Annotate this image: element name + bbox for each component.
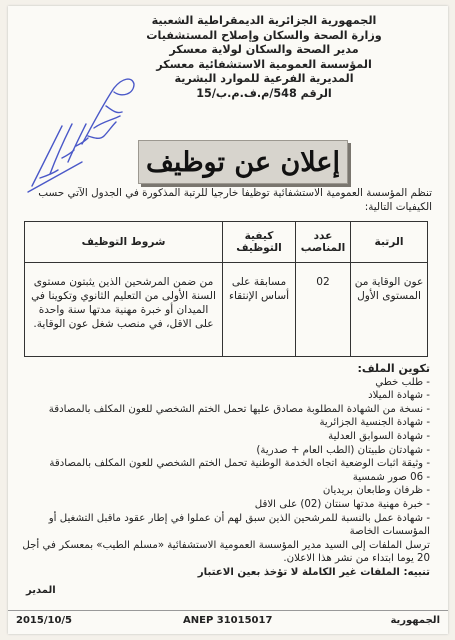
cell-rank: عون الوقاية من المستوى الأول [351, 263, 428, 357]
list-item: - نسخة من الشهادة المطلوبة مصادق عليها تحمل الختم الشخصي للعون المكلف بالمصادقة [48, 403, 430, 415]
list-item: - شهادة الميلاد [368, 390, 430, 402]
intro-paragraph: تنظم المؤسسة العمومية الاستشفائية توظيفا خارجيا للرتبة المذكورة في الجدول الآتي حسب الكيفيات التالية: [38, 187, 432, 213]
list-item: - ظرفان وطابعان بريديان [322, 485, 430, 497]
application-file-section [22, 362, 430, 580]
letterhead [114, 14, 414, 102]
header-republic: الجمهورية الجزائرية الديمقراطية الشعبية [151, 14, 377, 27]
publication-footer [8, 610, 448, 631]
header-positions: عدد المناصب [296, 222, 351, 263]
recruitment-table [24, 221, 428, 357]
cell-positions: 02 [296, 263, 351, 357]
list-item: - شهادة عمل بالنسبة للمرشحين الذين سبق لهم أن عملوا في إطار عقود ماقبل التشغيل أو المؤسسات الخاصة [48, 512, 430, 538]
file-section-title: تكوين الملف: [357, 362, 430, 375]
header-hospital: المؤسسة العمومية الاستشفائية معسكر [156, 57, 372, 71]
list-item: - خبرة مهنية مدتها سنتان (02) على الاقل [254, 498, 430, 510]
cell-method: مسابقة على أساس الإنتقاء [223, 263, 296, 357]
handwritten-annotation [22, 66, 142, 196]
header-ministry: وزارة الصحة والسكان وإصلاح المستشفيات [146, 28, 382, 42]
header-subdirectorate: المديرية الفرعية للموارد البشرية [174, 72, 354, 86]
publication-date: 2015/10/5 [16, 615, 73, 626]
list-item: - شهادتان طبيتان (الطب العام + صدرية) [256, 444, 430, 456]
list-item: - طلب خطي [375, 376, 430, 388]
warning-note: تنبيه: الملفات غير الكاملة لا تؤخذ بعين الاعتبار [197, 566, 430, 578]
header-directorate: مدير الصحة والسكان لولاية معسكر [169, 43, 359, 57]
list-item: - شهادة السوابق العدلية [328, 430, 430, 442]
header-reference: الرقم 548/م.ف.م.ب/15 [196, 86, 332, 100]
anep-reference: ANEP 31015017 [183, 615, 273, 626]
newspaper-page [8, 6, 448, 634]
announcement-title: إعلان عن توظيف [138, 140, 348, 184]
list-item: - 06 صور شمسية [352, 471, 430, 483]
submission-instructions: ترسل الملفات إلى السيد مدير المؤسسة العمومية الاستشفائية «مسلم الطيب» بمعسكر في أجل 20 يوما ابتداء من نشر هذا الاعلان. [22, 539, 430, 565]
list-item: - شهادة الجنسية الجزائرية [319, 417, 430, 429]
table-header-row [25, 222, 428, 263]
header-method: كيفية التوظيف [223, 222, 296, 263]
header-conditions: شروط التوظيف [25, 222, 223, 263]
header-rank: الرتبة [351, 222, 428, 263]
list-item: - وثيقة اثبات الوضعية اتجاه الخدمة الوطنية تحمل الختم الشخصي للعون المكلف بالمصادقة [49, 458, 430, 470]
newspaper-name: الجمهورية [390, 615, 440, 626]
table-row [25, 263, 428, 357]
cell-conditions: من ضمن المرشحين الذين يثبتون مستوى السنة الأولى من التعليم الثانوي وتكوينا في الميدان أو خبرة مهنية مدتها سنة واحدة على الاقل، في منصب شغل عون الوقاية. [25, 263, 223, 357]
signature-label: المدير [26, 585, 56, 596]
